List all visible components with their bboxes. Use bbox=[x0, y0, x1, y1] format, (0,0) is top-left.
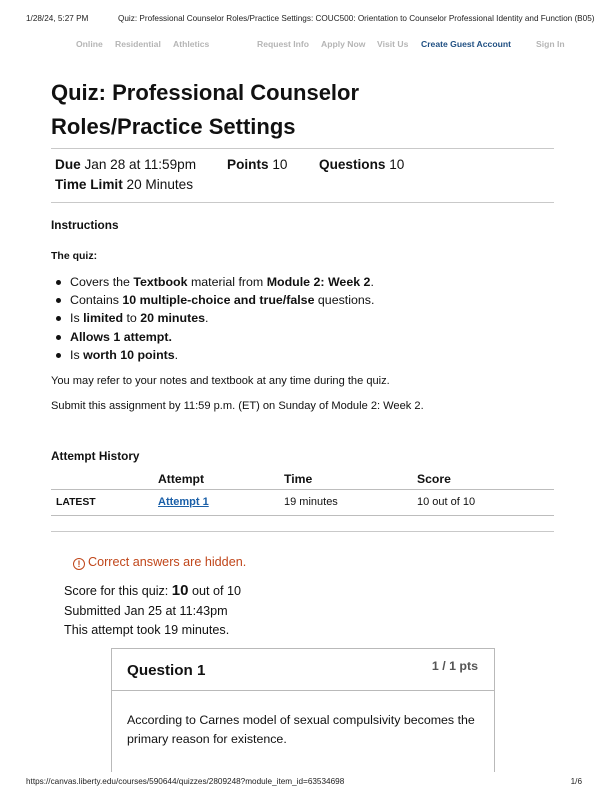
nav-online[interactable]: Online bbox=[76, 39, 103, 49]
answers-hidden-notice bbox=[73, 555, 246, 570]
nav-visit-us[interactable]: Visit Us bbox=[377, 39, 409, 49]
list-item: Contains 10 multiple-choice and true/false questions. bbox=[70, 291, 374, 309]
attempt-score: 10 out of 10 bbox=[417, 489, 554, 515]
print-doc-title: Quiz: Professional Counselor Roles/Practice Settings: COUC500: Orientation to Counselor Professional Identity and Function (B05) bbox=[118, 14, 595, 23]
time-limit-value: 20 Minutes bbox=[126, 177, 194, 192]
question-card bbox=[111, 648, 495, 772]
score-value: 10 bbox=[171, 582, 189, 599]
page-number: 1/6 bbox=[570, 777, 582, 786]
points-value: 10 bbox=[272, 157, 288, 172]
question-text: According to Carnes model of sexual compulsivity becomes the primary reason for existence. bbox=[127, 713, 475, 746]
nav-residential[interactable]: Residential bbox=[115, 39, 161, 49]
nav-request-info[interactable]: Request Info bbox=[257, 39, 310, 49]
quiz-score: Score for this quiz: 10 out of 10 bbox=[64, 582, 241, 599]
top-navigation bbox=[0, 39, 606, 53]
table-header-row bbox=[51, 470, 554, 489]
nav-athletics[interactable]: Athletics bbox=[173, 39, 210, 49]
quiz-label: The quiz: bbox=[51, 250, 98, 262]
due-label: Due bbox=[55, 157, 81, 172]
answers-hidden-text: Correct answers are hidden. bbox=[88, 555, 247, 569]
list-item: Is worth 10 points. bbox=[70, 346, 374, 364]
attempt-time: 19 minutes bbox=[284, 489, 417, 515]
questions-info bbox=[319, 157, 404, 172]
latest-label: LATEST bbox=[51, 489, 158, 515]
question-title: Question 1 bbox=[127, 662, 206, 679]
divider bbox=[51, 531, 554, 532]
attempt-history-table bbox=[51, 470, 554, 516]
submit-paragraph: Submit this assignment by 11:59 p.m. (ET) on Sunday of Module 2: Week 2. bbox=[51, 400, 424, 412]
nav-sign-in[interactable]: Sign In bbox=[536, 39, 565, 49]
question-points: 1 / 1 pts bbox=[431, 659, 478, 673]
divider bbox=[51, 148, 554, 149]
table-row bbox=[51, 489, 554, 515]
submitted-time: Submitted Jan 25 at 11:43pm bbox=[64, 604, 228, 618]
instructions-heading: Instructions bbox=[51, 218, 119, 232]
due-info bbox=[55, 157, 196, 172]
points-label: Points bbox=[227, 157, 269, 172]
list-item: Covers the Textbook material from Module 2: Week 2. bbox=[70, 273, 374, 291]
warning-icon: ! bbox=[73, 558, 85, 570]
due-value: Jan 28 at 11:59pm bbox=[84, 157, 197, 172]
divider bbox=[51, 202, 554, 203]
list-item: Is limited to 20 minutes. bbox=[70, 309, 374, 327]
attempt-1-link[interactable]: Attempt 1 bbox=[158, 496, 209, 508]
instructions-list bbox=[70, 273, 374, 364]
col-score: Score bbox=[417, 470, 554, 489]
nav-apply-now[interactable]: Apply Now bbox=[321, 39, 366, 49]
question-header bbox=[112, 649, 494, 691]
nav-create-guest-account[interactable]: Create Guest Account bbox=[421, 39, 511, 49]
col-time: Time bbox=[284, 470, 417, 489]
questions-label: Questions bbox=[319, 157, 386, 172]
list-item: Allows 1 attempt. bbox=[70, 328, 374, 346]
attempt-history-heading: Attempt History bbox=[51, 449, 140, 463]
notes-paragraph: You may refer to your notes and textbook at any time during the quiz. bbox=[51, 375, 390, 387]
questions-value: 10 bbox=[389, 157, 405, 172]
time-limit-label: Time Limit bbox=[55, 177, 123, 192]
page-title: Quiz: Professional Counselor Roles/Practice Settings bbox=[51, 80, 360, 139]
time-limit-info bbox=[55, 177, 193, 192]
col-attempt: Attempt bbox=[158, 470, 284, 489]
print-datetime: 1/28/24, 5:27 PM bbox=[26, 14, 89, 23]
attempt-duration: This attempt took 19 minutes. bbox=[64, 623, 230, 637]
points-info bbox=[227, 157, 287, 172]
page-url: https://canvas.liberty.edu/courses/590644/quizzes/2809248?module_item_id=63534698 bbox=[26, 777, 345, 786]
